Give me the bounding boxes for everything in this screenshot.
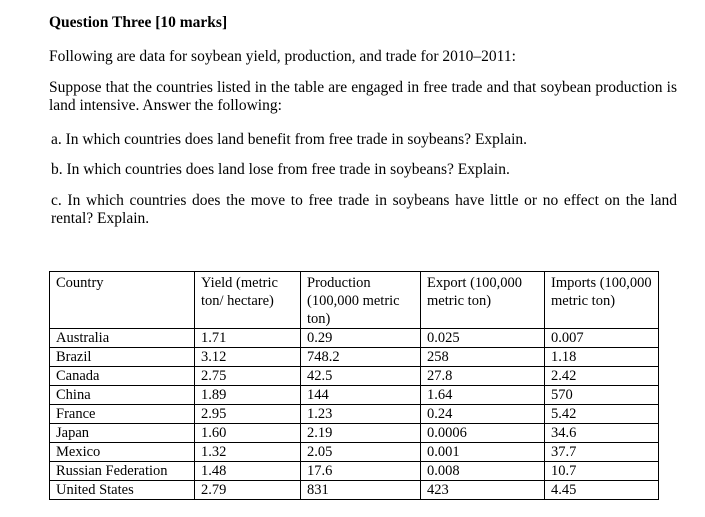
table-row <box>50 462 659 481</box>
cell-imports: 570 <box>545 386 659 405</box>
cell-country: Brazil <box>50 348 195 367</box>
table-row <box>50 405 659 424</box>
header-country: Country <box>50 272 195 329</box>
question-part-c: c. In which countries does the move to free trade in soybeans have little or no effect on the land rental? Explain. <box>51 192 677 227</box>
cell-imports: 5.42 <box>545 405 659 424</box>
cell-production: 748.2 <box>301 348 421 367</box>
cell-imports: 2.42 <box>545 367 659 386</box>
header-production: Production (100,000 metric ton) <box>301 272 421 329</box>
cell-imports: 4.45 <box>545 481 659 500</box>
table-row <box>50 348 659 367</box>
cell-yield: 1.60 <box>195 424 301 443</box>
cell-country: Russian Federation <box>50 462 195 481</box>
header-imports: Imports (100,000 metric ton) <box>545 272 659 329</box>
cell-export: 258 <box>421 348 545 367</box>
cell-country: Mexico <box>50 443 195 462</box>
cell-export: 27.8 <box>421 367 545 386</box>
cell-imports: 37.7 <box>545 443 659 462</box>
cell-country: Canada <box>50 367 195 386</box>
cell-export: 0.025 <box>421 329 545 348</box>
cell-yield: 1.32 <box>195 443 301 462</box>
cell-yield: 3.12 <box>195 348 301 367</box>
cell-yield: 2.79 <box>195 481 301 500</box>
cell-production: 2.05 <box>301 443 421 462</box>
question-part-a: a. In which countries does land benefit from free trade in soybeans? Explain. <box>51 131 528 148</box>
cell-imports: 0.007 <box>545 329 659 348</box>
cell-export: 0.0006 <box>421 424 545 443</box>
soybean-data-table <box>49 271 659 500</box>
table-row <box>50 367 659 386</box>
cell-imports: 10.7 <box>545 462 659 481</box>
cell-country: Japan <box>50 424 195 443</box>
cell-country: China <box>50 386 195 405</box>
cell-production: 0.29 <box>301 329 421 348</box>
header-yield: Yield (metric ton/ hectare) <box>195 272 301 329</box>
cell-production: 17.6 <box>301 462 421 481</box>
table-body <box>50 329 659 500</box>
table-row <box>50 424 659 443</box>
question-title: Question Three [10 marks] <box>49 14 228 31</box>
cell-export: 1.64 <box>421 386 545 405</box>
context-text: Suppose that the countries listed in the table are engaged in free trade and that soybean production is land intensive. Answer the following: <box>49 79 677 114</box>
cell-production: 42.5 <box>301 367 421 386</box>
cell-country: Australia <box>50 329 195 348</box>
header-export: Export (100,000 metric ton) <box>421 272 545 329</box>
cell-yield: 2.75 <box>195 367 301 386</box>
table-row <box>50 329 659 348</box>
cell-production: 1.23 <box>301 405 421 424</box>
cell-imports: 34.6 <box>545 424 659 443</box>
cell-yield: 1.89 <box>195 386 301 405</box>
intro-text: Following are data for soybean yield, production, and trade for 2010–2011: <box>49 48 516 65</box>
cell-production: 831 <box>301 481 421 500</box>
cell-export: 423 <box>421 481 545 500</box>
table-row <box>50 443 659 462</box>
cell-yield: 1.48 <box>195 462 301 481</box>
cell-production: 144 <box>301 386 421 405</box>
question-part-b: b. In which countries does land lose from free trade in soybeans? Explain. <box>51 161 510 178</box>
cell-yield: 2.95 <box>195 405 301 424</box>
table-row <box>50 386 659 405</box>
table-header-row <box>50 272 659 329</box>
cell-yield: 1.71 <box>195 329 301 348</box>
cell-export: 0.24 <box>421 405 545 424</box>
cell-export: 0.001 <box>421 443 545 462</box>
cell-country: United States <box>50 481 195 500</box>
cell-country: France <box>50 405 195 424</box>
cell-export: 0.008 <box>421 462 545 481</box>
table-row <box>50 481 659 500</box>
cell-production: 2.19 <box>301 424 421 443</box>
cell-imports: 1.18 <box>545 348 659 367</box>
